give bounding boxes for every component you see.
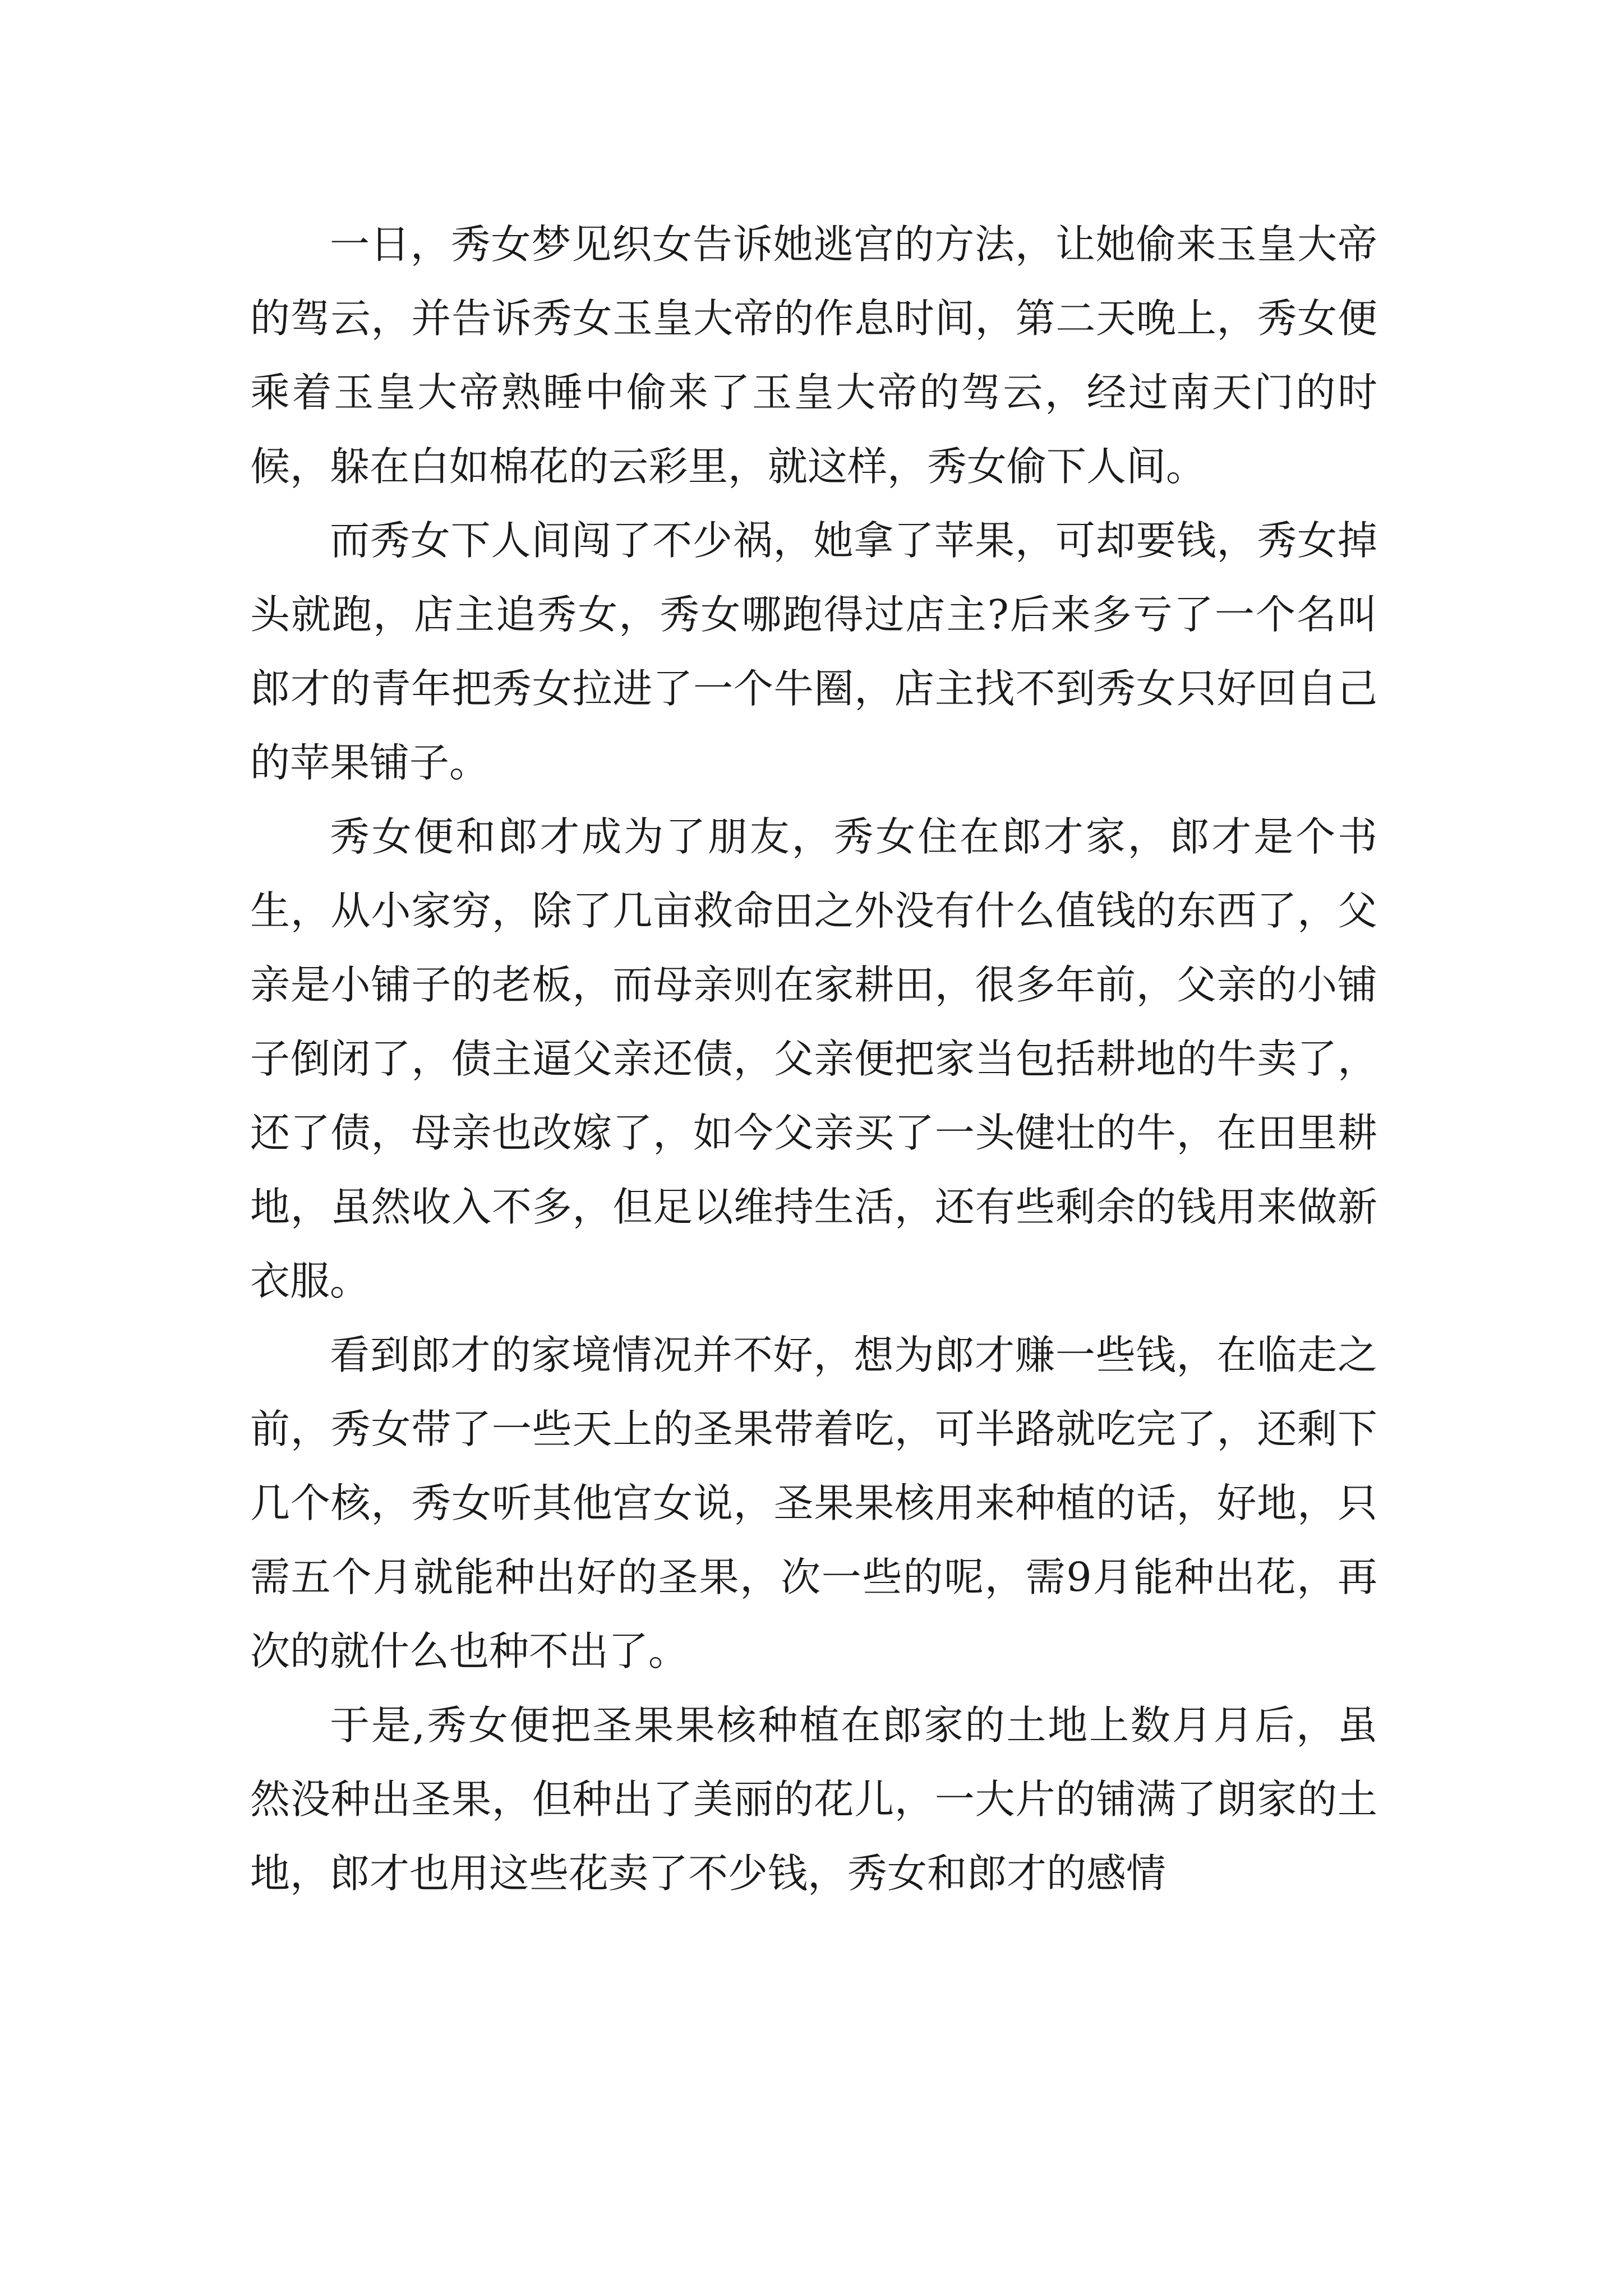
paragraph: 一日，秀女梦见织女告诉她逃宫的方法，让她偷来玉皇大帝的驾云，并告诉秀女玉皇大帝的作息时间，第二天晚上，秀女便乘着玉皇大帝熟睡中偷来了玉皇大帝的驾云，经过南天门的时候，躲在白如棉花的云彩里，就这样，秀女偷下人间。 — [250, 221, 1377, 490]
story-text — [250, 208, 1377, 1911]
paragraph: 秀女便和郎才成为了朋友，秀女住在郎才家，郎才是个书生，从小家穷，除了几亩救命田之外没有什么值钱的东西了，父亲是小铺子的老板，而母亲则在家耕田，很多年前，父亲的小铺子倒闭了，债主逼父亲还债，父亲便把家当包括耕地的牛卖了，还了债，母亲也改嫁了，如今父亲买了一头健壮的牛，在田里耕地，虽然收入不多，但足以维持生活，还有些剩余的钱用来做新衣服。 — [250, 813, 1377, 1304]
paragraph: 于是,秀女便把圣果果核种植在郎家的土地上数月月后，虽然没种出圣果，但种出了美丽的花儿，一大片的铺满了朗家的土地，郎才也用这些花卖了不少钱，秀女和郎才的感情 — [250, 1702, 1377, 1897]
paragraph: 看到郎才的家境情况并不好，想为郎才赚一些钱，在临走之前，秀女带了一些天上的圣果带着吃，可半路就吃完了，还剩下几个核，秀女听其他宫女说，圣果果核用来种植的话，好地，只需五个月就能种出好的圣果，次一些的呢，需9月能种出花，再次的就什么也种不出了。 — [250, 1332, 1377, 1674]
paragraph: 而秀女下人间闯了不少祸，她拿了苹果，可却要钱，秀女掉头就跑，店主追秀女，秀女哪跑得过店主?后来多亏了一个名叫郎才的青年把秀女拉进了一个牛圈，店主找不到秀女只好回自己的苹果铺子。 — [250, 517, 1377, 786]
